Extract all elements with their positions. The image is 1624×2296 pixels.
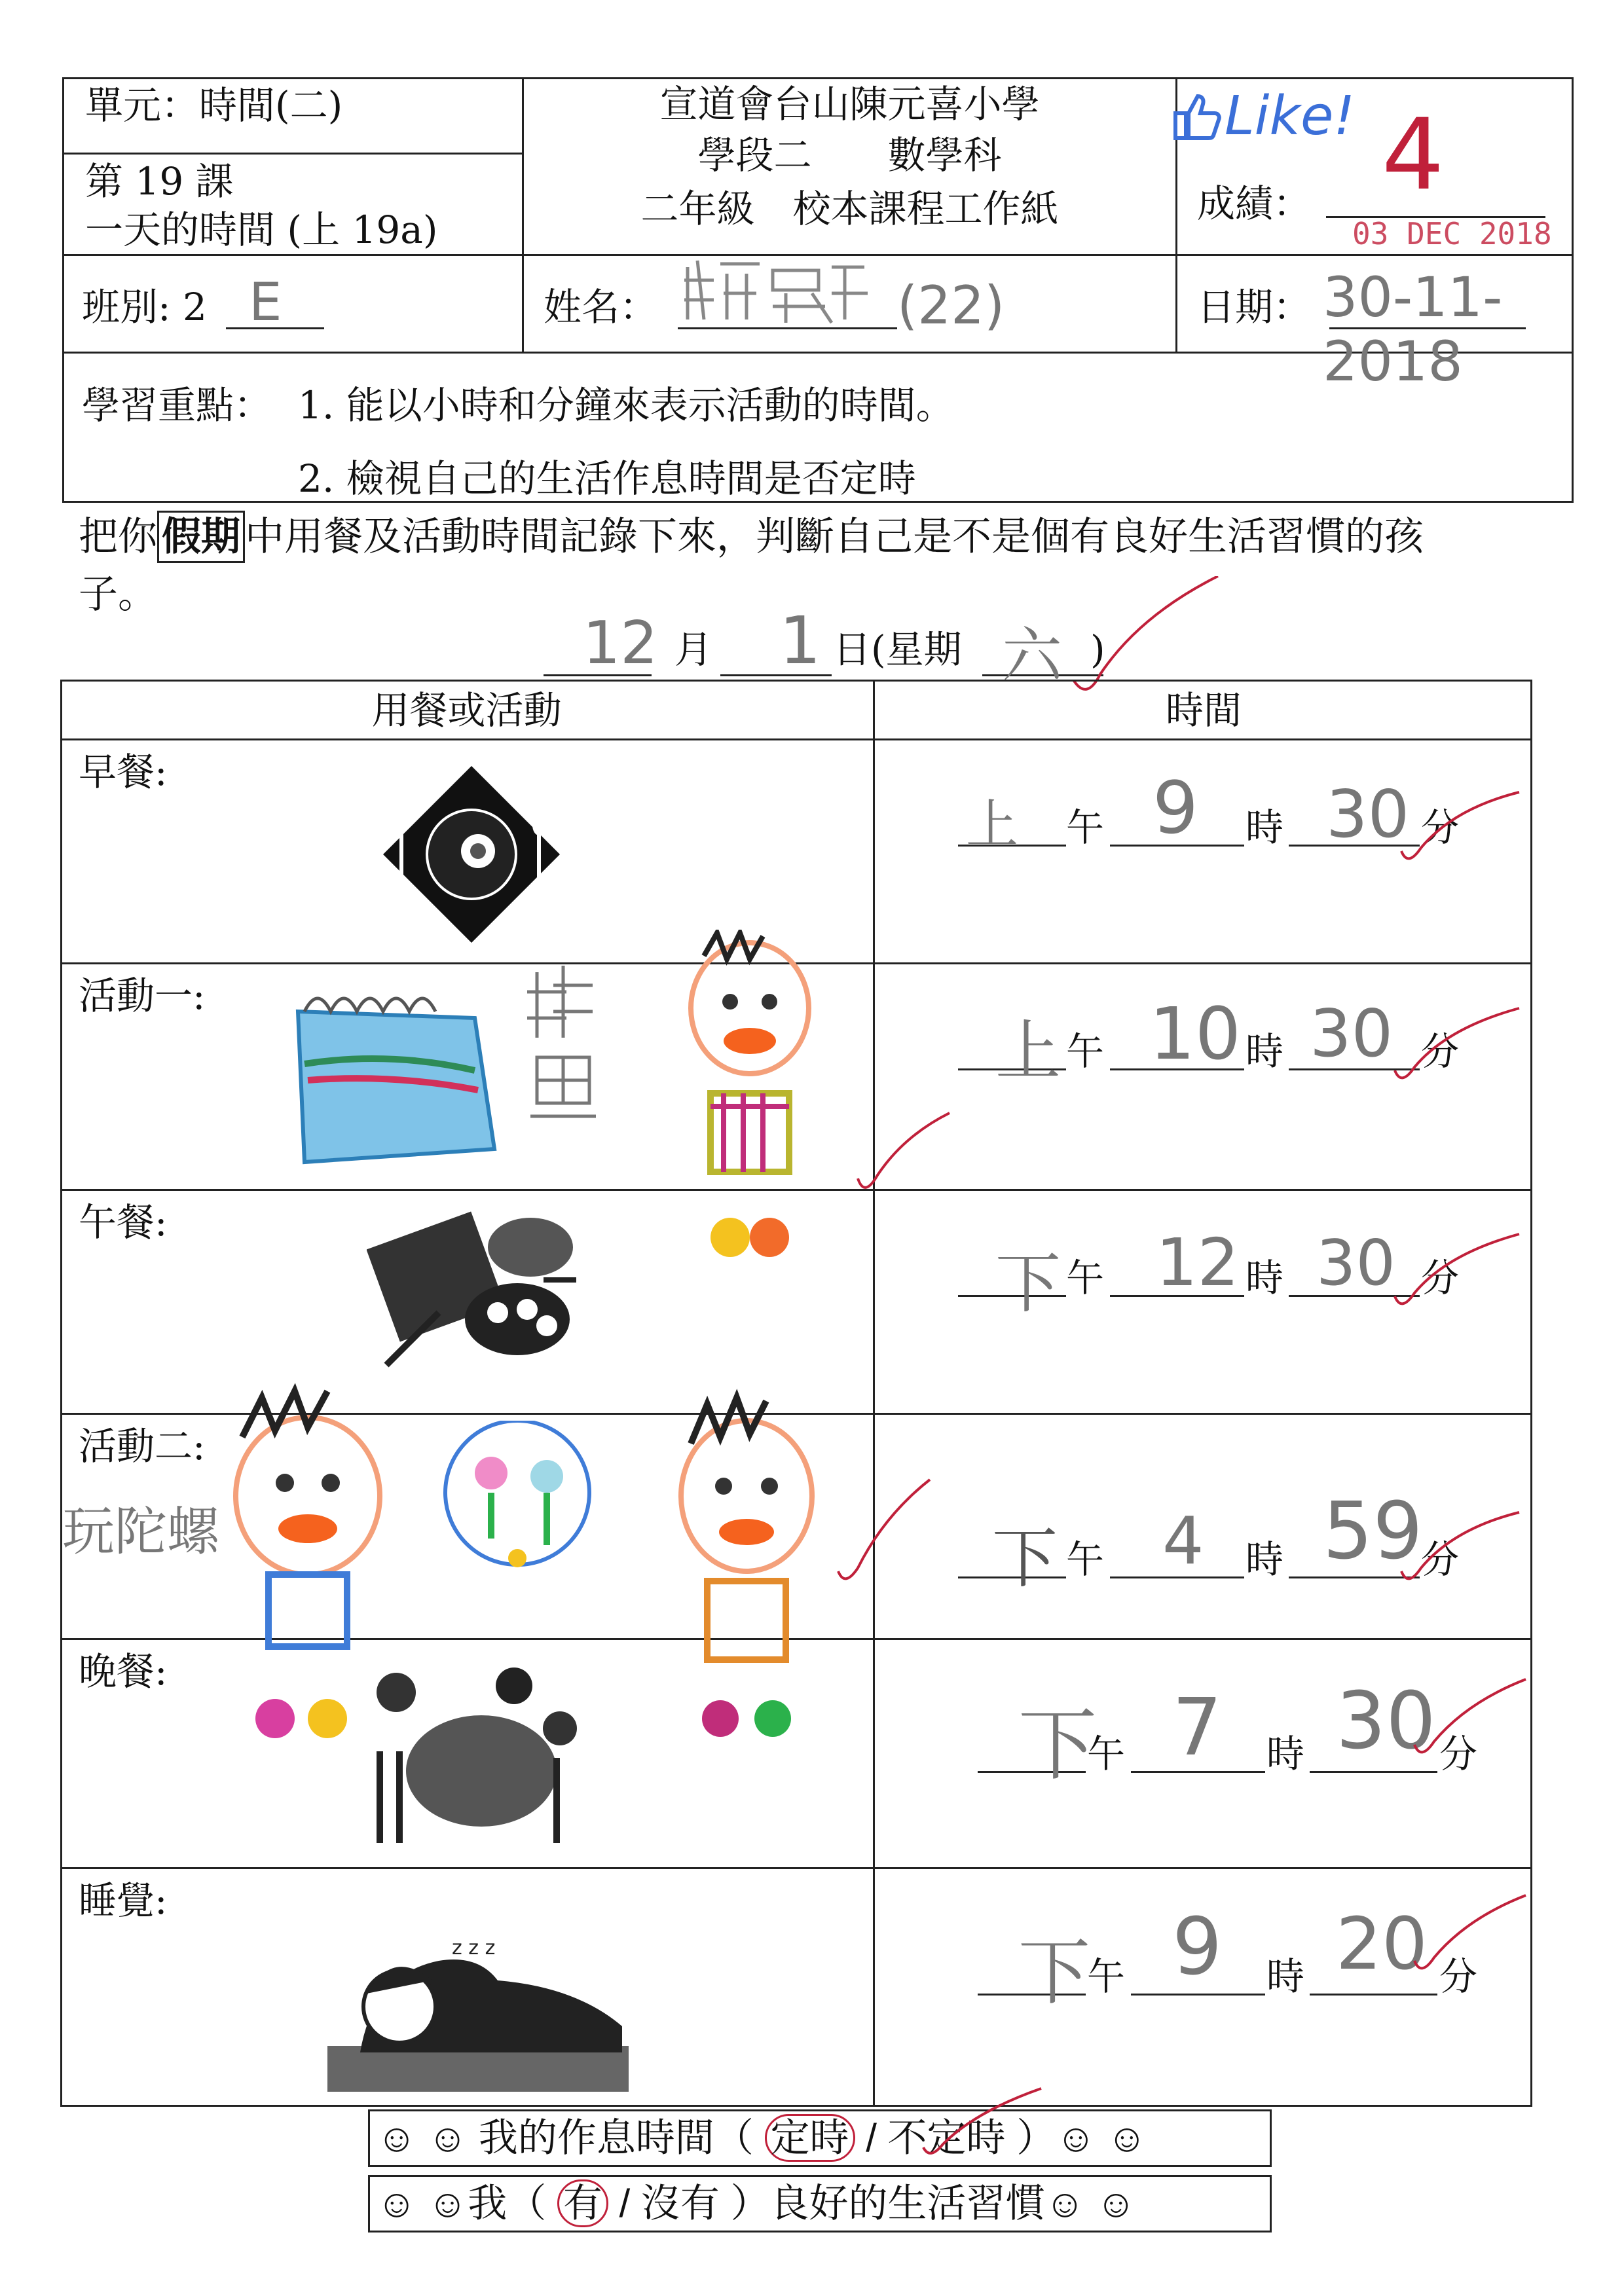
lesson-title: 一天的時間 (上 19a) xyxy=(85,208,438,252)
minute-value-sleep: 20 xyxy=(1336,1902,1428,1986)
check-mark xyxy=(1408,1889,1532,1980)
noon-char: 午 xyxy=(1087,1732,1126,1776)
activity-note-scribble xyxy=(524,959,602,1129)
hour-char: 時 xyxy=(1246,805,1284,850)
minute-char: 分 xyxy=(1439,1732,1478,1776)
objective-2: 2. 檢視自己的生活作息時間是否定時 xyxy=(298,456,916,501)
routine-separator: / xyxy=(866,2116,877,2160)
noon-char: 午 xyxy=(1066,1537,1105,1582)
check-mark xyxy=(1395,1506,1526,1591)
date-close: ) xyxy=(1090,627,1105,672)
hour-char: 時 xyxy=(1246,1029,1284,1074)
month-value: 12 xyxy=(583,609,658,678)
dinner-plate-icon xyxy=(363,1666,580,1856)
ampm-value-dinner: 下 xyxy=(1018,1700,1097,1791)
minute-char: 分 xyxy=(1439,1954,1478,1999)
child-drawing-1 xyxy=(632,930,868,1283)
plate-fork-spoon-icon xyxy=(380,763,563,946)
hour-char: 時 xyxy=(1266,1732,1305,1776)
lesson-number: 第 19 課 xyxy=(85,159,234,204)
check-mark xyxy=(1388,1224,1526,1316)
habit-choice-no: 沒有 xyxy=(640,2181,720,2225)
date-label: 日期： xyxy=(1197,285,1312,329)
sushi-bento-icon xyxy=(367,1201,576,1385)
name-label: 姓名： xyxy=(544,285,658,329)
stage-subject: 學段二 數學科 xyxy=(697,133,1002,177)
received-stamp: 03 DEC 2018 xyxy=(1352,216,1552,251)
date-value: 30-11-2018 xyxy=(1323,265,1503,393)
column-header-activity: 用餐或活動 xyxy=(371,688,562,733)
hour-value-sleep: 9 xyxy=(1172,1902,1223,1993)
instruction-boxed-word: 假期 xyxy=(157,511,245,563)
school-name: 宣道會台山陳元喜小學 xyxy=(659,82,1040,126)
routine-prefix: ☺ ☺ 我的作息時間（ xyxy=(377,2116,754,2160)
habit-suffix: ）良好的生活習慣☺ ☺ xyxy=(730,2181,1136,2225)
noon-char: 午 xyxy=(1087,1954,1126,1999)
check-mark xyxy=(851,1106,956,1205)
divider xyxy=(60,738,1532,740)
summary-line-2 xyxy=(377,2181,1136,2225)
check-mark xyxy=(917,2082,1048,2160)
instruction-line-1 xyxy=(79,514,1424,560)
minute-value-activity-1: 30 xyxy=(1310,995,1393,1072)
ampm-value-lunch: 下 xyxy=(995,1245,1061,1322)
hour-value-lunch: 12 xyxy=(1156,1224,1240,1301)
drawing-book-scribble xyxy=(278,985,501,1178)
ampm-value-sleep: 下 xyxy=(1018,1931,1090,2014)
row-label-breakfast: 早餐: xyxy=(79,750,168,794)
minute-value-dinner: 30 xyxy=(1336,1676,1436,1767)
check-mark xyxy=(1395,786,1526,871)
habit-choice-yes: 有 xyxy=(557,2179,608,2227)
month-label: 月 xyxy=(674,627,713,672)
row-label-activity-1: 活動一: xyxy=(79,974,206,1018)
minute-char: 分 xyxy=(1421,1537,1460,1582)
habit-separator: / xyxy=(619,2181,631,2225)
minute-char: 分 xyxy=(1421,1256,1460,1300)
sleeping-child-icon xyxy=(321,1922,635,2098)
objectives-label: 學習重點： xyxy=(82,383,272,428)
day-label: 日(星期 xyxy=(833,627,962,672)
class-label: 班別: 2 xyxy=(82,285,207,329)
divider xyxy=(60,1867,1532,1869)
class-value: E xyxy=(249,272,282,333)
time-blank xyxy=(1310,1771,1437,1773)
unit-title: 單元：時間(二) xyxy=(85,83,343,128)
like-sticker-text: Like! xyxy=(1225,85,1356,147)
hour-char: 時 xyxy=(1246,1537,1284,1582)
noon-char: 午 xyxy=(1066,1256,1105,1300)
row-label-lunch: 午餐: xyxy=(79,1200,168,1245)
routine-choice-irregular: 不定時 xyxy=(887,2116,1006,2160)
routine-suffix: ）☺ ☺ xyxy=(1016,2116,1147,2160)
ampm-value-activity-1: 上 xyxy=(995,1013,1061,1089)
grade-worksheet: 二年級 校本課程工作紙 xyxy=(640,187,1059,231)
hour-value-activity-1: 10 xyxy=(1149,992,1241,1076)
ampm-value-breakfast: 上 xyxy=(966,794,1018,855)
row-label-sleep: 睡覺: xyxy=(79,1878,168,1923)
row-label-activity-2: 活動二: xyxy=(79,1424,206,1468)
instruction-prefix: 把你 xyxy=(79,514,157,560)
instruction-line-2: 子。 xyxy=(79,572,157,617)
minute-value-lunch: 30 xyxy=(1316,1228,1395,1300)
grade-label: 成績： xyxy=(1197,181,1312,226)
time-blank xyxy=(1310,1994,1437,1995)
activity-2-note: 玩陀螺 xyxy=(62,1501,219,1562)
like-thumb-icon xyxy=(1169,90,1221,143)
check-mark xyxy=(1408,1673,1532,1764)
hour-value-dinner: 7 xyxy=(1172,1683,1223,1774)
svg-text:z z z: z z z xyxy=(452,1937,496,1959)
time-blank xyxy=(1131,1994,1265,1995)
divider xyxy=(62,153,524,155)
column-header-time: 時間 xyxy=(1165,688,1242,733)
day-value: 1 xyxy=(779,602,821,679)
hour-char: 時 xyxy=(1246,1256,1284,1300)
grade-mark: 4 xyxy=(1382,98,1445,212)
row-label-dinner: 晚餐: xyxy=(79,1649,168,1694)
ampm-value-activity-2: 下 xyxy=(992,1520,1058,1597)
hour-value-activity-2: 4 xyxy=(1162,1503,1204,1579)
check-mark xyxy=(1388,998,1526,1090)
noon-char: 午 xyxy=(1066,1029,1105,1074)
divider xyxy=(873,680,875,2107)
routine-choice-regular: 定時 xyxy=(765,2114,855,2162)
student-number: (22) xyxy=(897,275,1005,336)
hour-char: 時 xyxy=(1266,1954,1305,1999)
minute-char: 分 xyxy=(1421,805,1460,850)
noon-char: 午 xyxy=(1066,805,1105,850)
spinning-top-drawing xyxy=(439,1421,596,1584)
habit-prefix: ☺ ☺我（ xyxy=(377,2181,547,2225)
objective-1: 1. 能以小時和分鐘來表示活動的時間。 xyxy=(298,383,954,428)
weekday-value: 六 xyxy=(1002,621,1063,691)
instruction-rest: 中用餐及活動時間記錄下來，判斷自己是不是個有良好生活習慣的孩 xyxy=(245,514,1424,560)
student-name-scribble xyxy=(681,254,877,329)
check-mark xyxy=(832,1473,936,1591)
minute-value-activity-2: 59 xyxy=(1323,1486,1423,1577)
minute-char: 分 xyxy=(1421,1029,1460,1074)
minute-value-breakfast: 30 xyxy=(1326,776,1410,852)
child-drawing-3 xyxy=(629,1372,864,1751)
hour-value-breakfast: 9 xyxy=(1153,766,1198,850)
